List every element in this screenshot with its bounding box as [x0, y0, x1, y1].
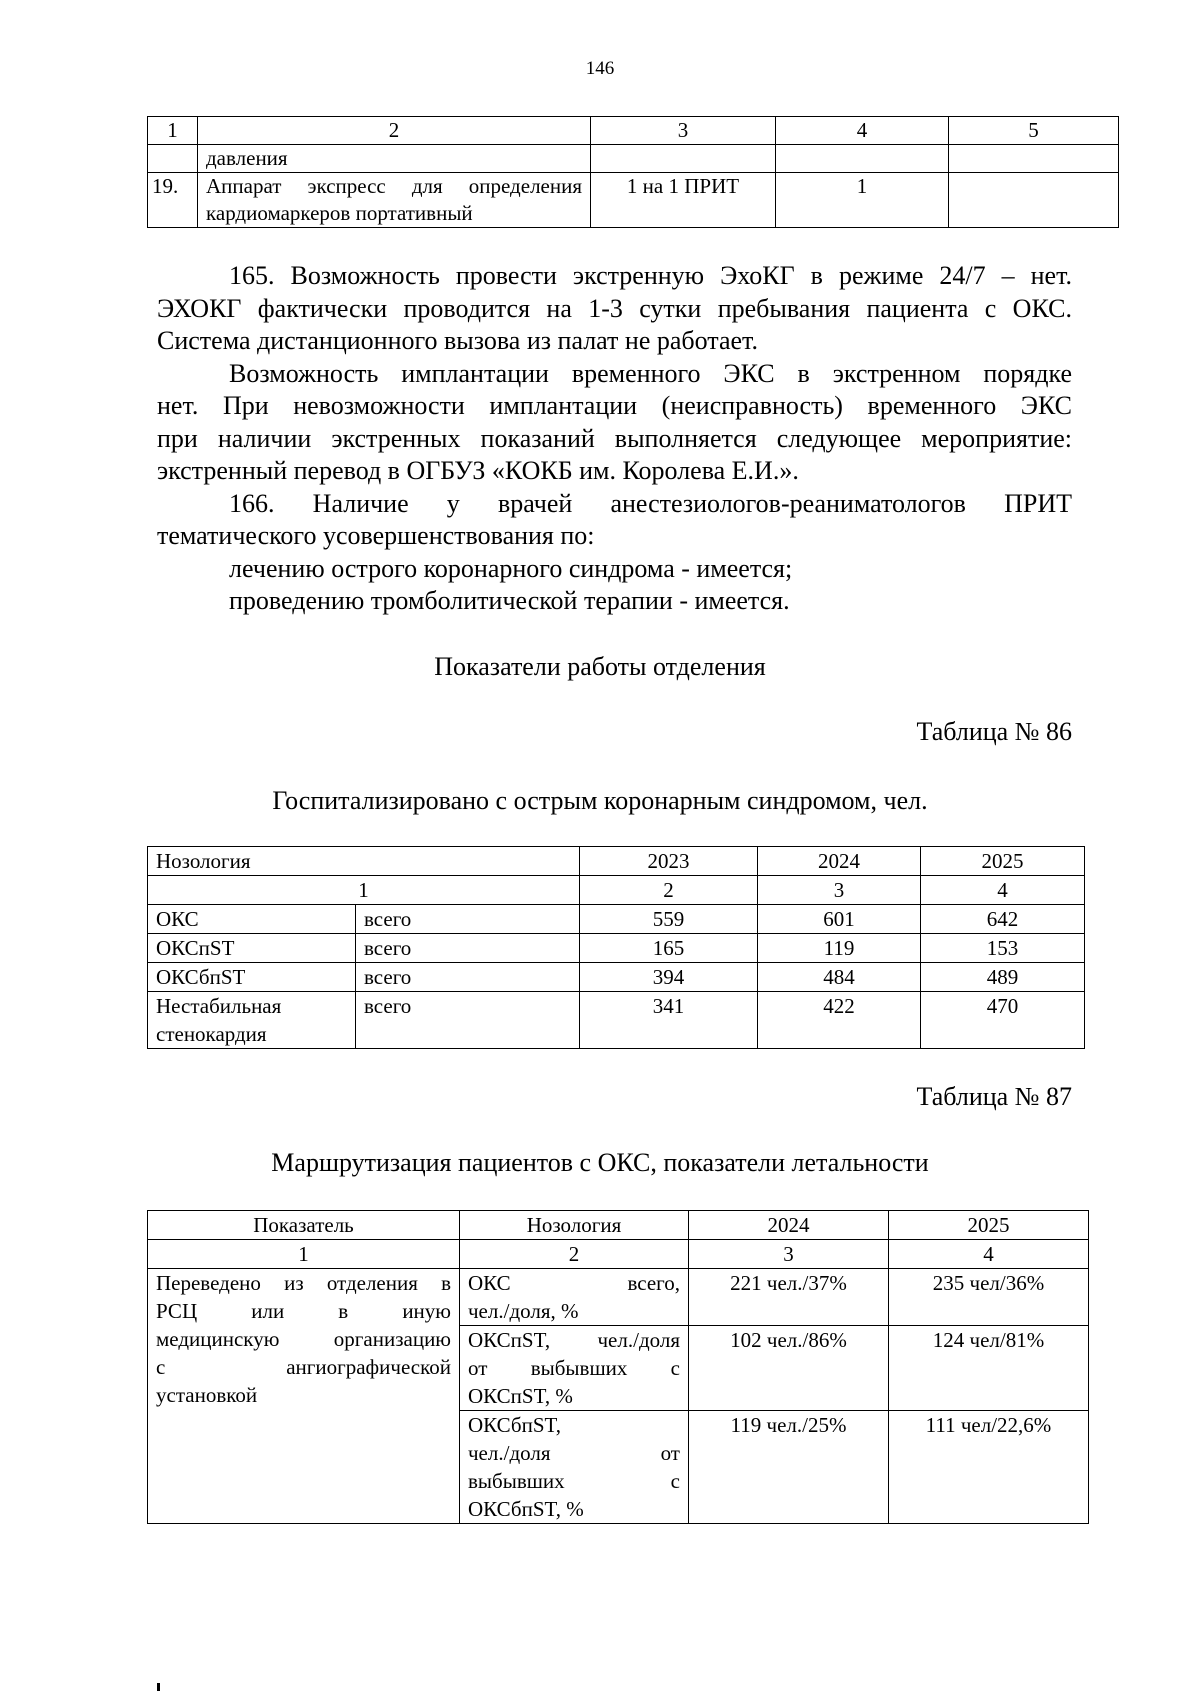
page-number: 146	[585, 58, 615, 79]
nozology-cell	[460, 1269, 689, 1326]
paragraph-line: ЭХОКГ фактически проводится на 1-3 сутки пребывания пациента с ОКС.	[157, 293, 1072, 323]
table-row	[148, 173, 1119, 228]
equipment-name-line: кардиомаркеров портативный	[206, 201, 473, 225]
nozology-cell	[148, 992, 356, 1049]
equipment-table	[147, 116, 1119, 228]
header-cell: 2025	[921, 847, 1085, 876]
table-row	[148, 145, 1119, 173]
value-cell: 153	[921, 934, 1085, 963]
value-cell: 119 чел./25%	[689, 1411, 889, 1524]
nozology-line: ОКСбпST,	[468, 1413, 562, 1437]
table-row	[148, 992, 1085, 1049]
nozology-line: ОКСпST, чел./доля	[468, 1328, 680, 1352]
value-cell: 341	[580, 992, 758, 1049]
column-number: 1	[148, 1240, 460, 1269]
equipment-qty: 1	[776, 173, 949, 228]
header-cell: 2024	[689, 1211, 889, 1240]
nozology-line: Нестабильная	[156, 994, 282, 1018]
value-cell: 165	[580, 934, 758, 963]
value-cell: 124 чел/81%	[889, 1326, 1089, 1411]
type-cell: всего	[356, 992, 580, 1049]
header-cell: Показатель	[148, 1211, 460, 1240]
column-number: 3	[689, 1240, 889, 1269]
table-header-row	[148, 847, 1085, 876]
list-item: лечению острого коронарного синдрома - имеется;	[229, 553, 793, 583]
nozology-line: от выбывших с	[468, 1356, 680, 1380]
paragraph-line: экстренный перевод в ОГБУЗ «КОКБ им. Королева Е.И.».	[157, 456, 799, 485]
nozology-line: чел./доля от	[468, 1441, 680, 1465]
header-cell: 2024	[758, 847, 921, 876]
table-87-label: Таблица № 87	[916, 1082, 1072, 1111]
header-cell: 3	[591, 117, 776, 145]
value-cell: 394	[580, 963, 758, 992]
paragraph-line: 166. Наличие у врачей анестезиологов-реаниматологов ПРИТ	[229, 488, 1072, 518]
column-number: 2	[580, 876, 758, 905]
section-title: Показатели работы отделения	[434, 652, 766, 681]
header-cell: 4	[776, 117, 949, 145]
nozology-line: ОКСпST, %	[468, 1384, 573, 1408]
value-cell: 221 чел./37%	[689, 1269, 889, 1326]
nozology-cell: ОКСбпST	[148, 963, 356, 992]
table-cell	[591, 145, 776, 173]
nozology-cell: ОКСпST	[148, 934, 356, 963]
value-cell: 422	[758, 992, 921, 1049]
value-cell: 102 чел./86%	[689, 1326, 889, 1411]
indicator-line: установкой	[156, 1383, 258, 1407]
nozology-cell	[460, 1326, 689, 1411]
column-number: 1	[148, 876, 580, 905]
column-number-row	[148, 1240, 1089, 1269]
header-cell: 1	[148, 117, 198, 145]
column-number: 2	[460, 1240, 689, 1269]
table-row	[148, 934, 1085, 963]
nozology-line: ОКСбпST, %	[468, 1497, 584, 1521]
paragraph-line: тематического усовершенствования по:	[157, 521, 595, 550]
table-86	[147, 846, 1085, 1049]
nozology-line: выбывших с	[468, 1469, 680, 1493]
value-cell: 235 чел/36%	[889, 1269, 1089, 1326]
paragraph-line: Возможность имплантации временного ЭКС в экстренном порядке	[229, 358, 1072, 388]
column-number: 4	[921, 876, 1085, 905]
header-cell: Нозология	[148, 847, 580, 876]
header-cell: 2025	[889, 1211, 1089, 1240]
nozology-cell: ОКС	[148, 905, 356, 934]
nozology-line: чел./доля, %	[468, 1299, 579, 1323]
indicator-line: РСЦ или в иную	[156, 1299, 451, 1323]
equipment-name	[198, 173, 591, 228]
header-cell: Нозология	[460, 1211, 689, 1240]
equipment-norm: 1 на 1 ПРИТ	[591, 173, 776, 228]
table-86-caption: Госпитализировано с острым коронарным синдромом, чел.	[272, 786, 928, 815]
type-cell: всего	[356, 905, 580, 934]
paragraph-line: Система дистанционного вызова из палат не работает.	[157, 326, 758, 355]
table-header-row	[148, 1211, 1089, 1240]
table-header-row	[148, 117, 1119, 145]
indicator-line: с ангиографической	[156, 1355, 451, 1379]
value-cell: 470	[921, 992, 1085, 1049]
equipment-note	[949, 173, 1119, 228]
row-number: 19.	[148, 173, 198, 228]
value-cell: 489	[921, 963, 1085, 992]
table-cell	[776, 145, 949, 173]
type-cell: всего	[356, 963, 580, 992]
list-item: проведению тромболитической терапии - имеется.	[229, 586, 790, 615]
value-cell: 111 чел/22,6%	[889, 1411, 1089, 1524]
paragraph-line: нет. При невозможности имплантации (неисправность) временного ЭКС	[157, 391, 1072, 420]
value-cell: 119	[758, 934, 921, 963]
paragraph-line: 165. Возможность провести экстренную ЭхоКГ в режиме 24/7 – нет.	[229, 261, 1072, 290]
value-cell: 642	[921, 905, 1085, 934]
header-cell: 5	[949, 117, 1119, 145]
table-87-caption: Маршрутизация пациентов с ОКС, показатели летальности	[271, 1148, 929, 1177]
table-86-label: Таблица № 86	[916, 717, 1072, 746]
column-number: 4	[889, 1240, 1089, 1269]
equipment-name-line: Аппарат экспресс для определения	[206, 174, 582, 198]
table-row	[148, 905, 1085, 934]
value-cell: 484	[758, 963, 921, 992]
column-number: 3	[758, 876, 921, 905]
table-cell: давления	[198, 145, 591, 173]
table-cell	[148, 145, 198, 173]
indicator-line: медицинскую организацию	[156, 1327, 451, 1351]
indicator-line: Переведено из отделения в	[156, 1271, 451, 1295]
nozology-line: ОКС всего,	[468, 1271, 680, 1295]
table-row	[148, 1269, 1089, 1326]
header-cell: 2023	[580, 847, 758, 876]
nozology-cell	[460, 1411, 689, 1524]
table-cell	[949, 145, 1119, 173]
table-87	[147, 1210, 1089, 1524]
body-text	[157, 260, 1072, 618]
value-cell: 601	[758, 905, 921, 934]
indicator-cell	[148, 1269, 460, 1524]
table-row	[148, 963, 1085, 992]
column-number-row	[148, 876, 1085, 905]
type-cell: всего	[356, 934, 580, 963]
paragraph-line: при наличии экстренных показаний выполняется следующее мероприятие:	[157, 423, 1072, 453]
nozology-line: стенокардия	[156, 1022, 267, 1046]
footer-mark	[157, 1683, 160, 1691]
value-cell: 559	[580, 905, 758, 934]
header-cell: 2	[198, 117, 591, 145]
